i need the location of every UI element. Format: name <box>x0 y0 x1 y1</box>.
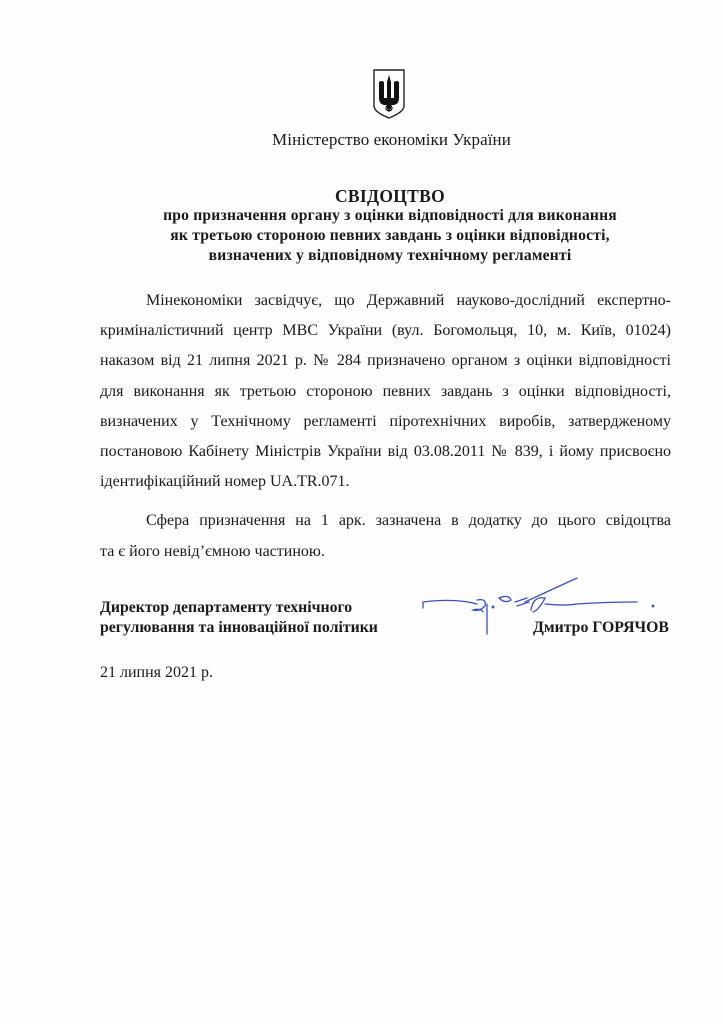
signer-position <box>100 598 378 638</box>
body-line: та є його невід’ємною частиною. <box>100 542 325 560</box>
body-line: постановою Кабінету Міністрів України від 03.08.2011 № 839, і йому присвоєно <box>100 443 671 461</box>
body-line: Мінекономіки засвідчує, що Державний науково-дослідний експертно- <box>146 292 671 309</box>
body-line: для виконання як третьою стороною певних завдань з оцінки відповідності, <box>100 382 671 400</box>
ministry-name: Міністерство економіки України <box>272 130 511 149</box>
body-line: криміналістичний центр МВС України (вул. Богомольця, 10, м. Київ, 01024) <box>100 322 671 340</box>
body-line: ідентифікаційний номер UA.TR.071. <box>100 473 350 491</box>
body-line: Сфера призначення на 1 арк. зазначена в додатку до цього свідоцтва <box>146 512 671 530</box>
certificate-title: СВІДОЦТВО <box>334 186 446 206</box>
body-line: визначених у Технічному регламенті піротехнічних виробів, затвердженому <box>100 412 671 430</box>
signer-position-line: Директор департаменту технічного <box>100 599 353 616</box>
body-line: наказом від 21 липня 2021 р. № 284 призначено органом з оцінки відповідності <box>100 352 671 370</box>
signer-position-line: регулювання та інноваційної політики <box>100 619 378 636</box>
signer-name: Дмитро ГОРЯЧОВ <box>533 619 669 636</box>
paragraph-scope <box>100 506 671 566</box>
ukraine-coat-of-arms-icon <box>372 68 406 120</box>
document-date: 21 липня 2021 р. <box>100 664 214 681</box>
certificate-heading <box>100 186 680 266</box>
paragraph-designation <box>100 286 671 497</box>
subtitle-line: визначених у відповідному технічному регламенті <box>208 247 572 264</box>
subtitle-line: як третьою стороною певних завдань з оцінки відповідності, <box>170 227 610 244</box>
certificate-body <box>100 286 671 567</box>
subtitle-line: про призначення органу з оцінки відповідності для виконання <box>163 207 617 224</box>
